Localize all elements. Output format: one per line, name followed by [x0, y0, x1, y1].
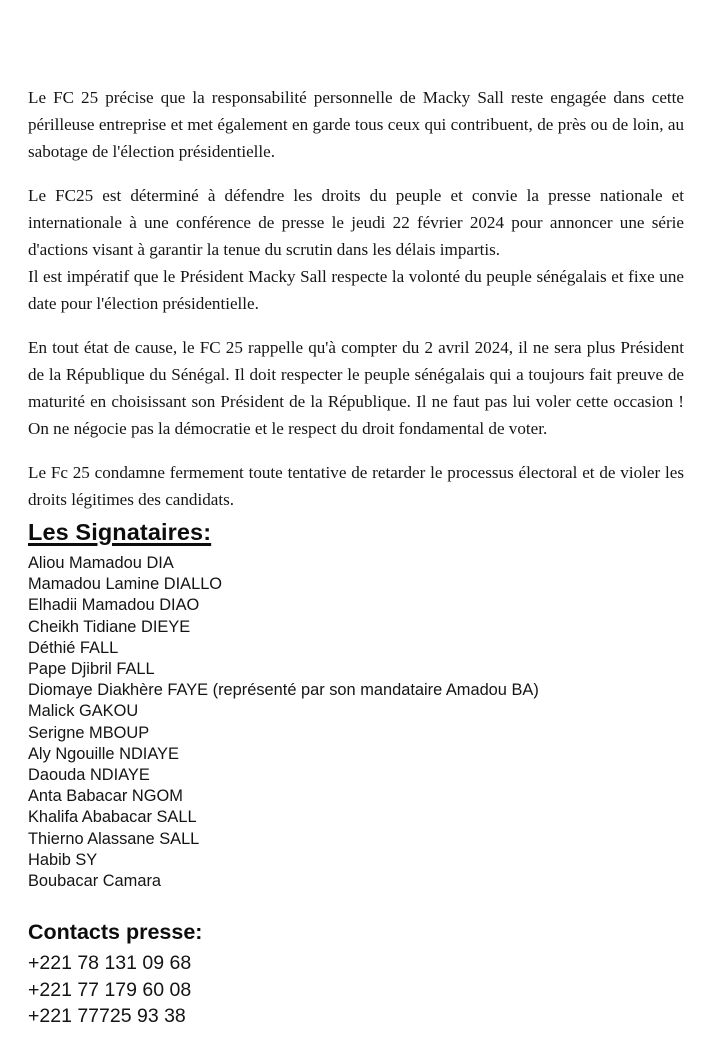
- paragraph: Le Fc 25 condamne fermement toute tentative de retarder le processus électoral et de violer les droits légitimes des candidats.: [28, 463, 684, 509]
- list-item: Khalifa Ababacar SALL: [28, 808, 197, 827]
- signatories-list: [28, 553, 668, 892]
- list-item: Malick GAKOU: [28, 702, 139, 721]
- phone-number: +221 77 179 60 08: [28, 978, 192, 1001]
- list-item: Boubacar Camara: [28, 872, 162, 891]
- list-item: Pape Djibril FALL: [28, 660, 155, 679]
- paragraph: Il est impératif que le Président Macky Sall respecte la volonté du peuple sénégalais et fixe une date pour l'élection présidentielle.: [28, 267, 684, 313]
- list-item: Mamadou Lamine DIALLO: [28, 575, 223, 594]
- list-item: Aly Ngouille NDIAYE: [28, 744, 179, 763]
- list-item: Elhadii Mamadou DIAO: [28, 596, 200, 615]
- list-item: Habib SY: [28, 850, 98, 869]
- statement-body: [28, 84, 684, 530]
- paragraph: Le FC 25 précise que la responsabilité personnelle de Macky Sall reste engagée dans cette périlleuse entreprise et met également en garde tous ceux qui contribuent, de près ou de loin, au sabotage de l'élection présidentielle.: [28, 88, 684, 161]
- phone-number: +221 77725 93 38: [28, 1005, 186, 1027]
- contacts-list: [28, 950, 428, 1030]
- list-item: Thierno Alassane SALL: [28, 829, 200, 848]
- list-item: Serigne MBOUP: [28, 723, 150, 742]
- list-item: Diomaye Diakhère FAYE (représenté par son mandataire Amadou BA): [28, 681, 539, 700]
- list-item: Aliou Mamadou DIA: [28, 554, 174, 572]
- signatories-heading: Les Signataires:: [28, 519, 212, 545]
- list-item: Déthié FALL: [28, 638, 119, 657]
- list-item: Anta Babacar NGOM: [28, 787, 183, 806]
- contacts-heading: Contacts presse:: [28, 920, 203, 944]
- paragraph: Le FC25 est déterminé à défendre les droits du peuple et convie la presse nationale et internationale à une conférence de presse le jeudi 22 février 2024 pour annoncer une série d'actions visant à garantir la tenue du scrutin dans les délais impartis.: [28, 186, 684, 259]
- paragraph: En tout état de cause, le FC 25 rappelle qu'à compter du 2 avril 2024, il ne sera plus Président de la République du Sénégal. Il doit respecter le peuple sénégalais qui a toujours fait preuve de maturité en choisissant son Président de la République. Il ne faut pas lui voler cette occasion ! On ne négocie pas la démocratie et le respect du droit fondamental de voter.: [28, 338, 684, 438]
- phone-number: +221 78 131 09 68: [28, 952, 192, 974]
- list-item: Daouda NDIAYE: [28, 766, 150, 785]
- list-item: Cheikh Tidiane DIEYE: [28, 617, 191, 636]
